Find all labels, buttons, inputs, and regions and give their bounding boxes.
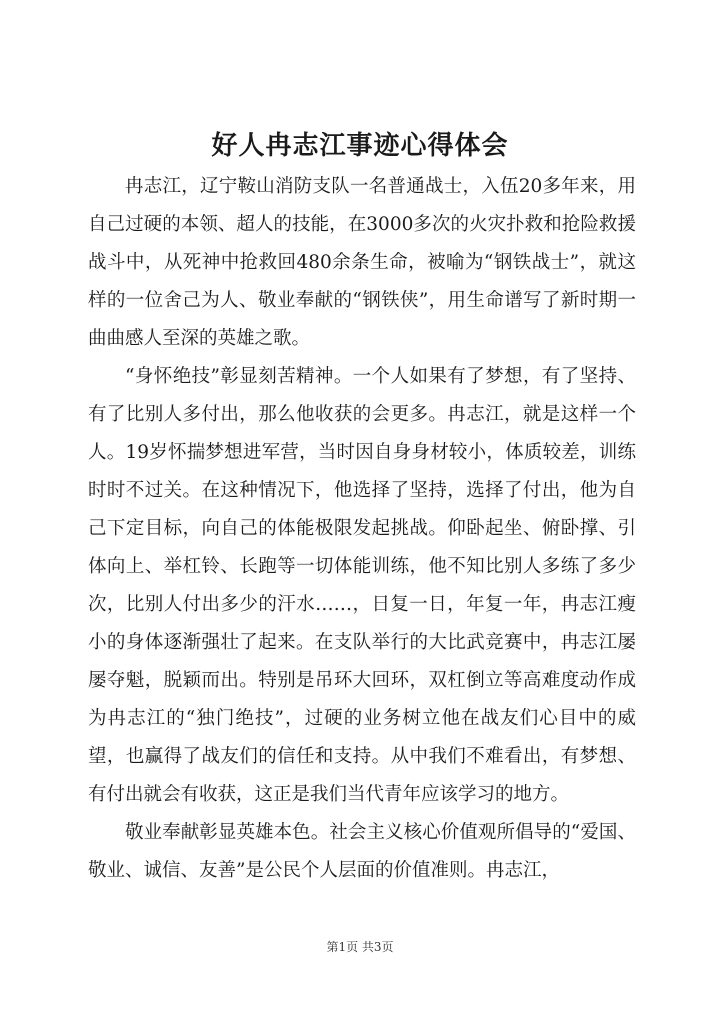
document-body xyxy=(88,168,636,890)
page-number-footer: 第1页 共3页 xyxy=(326,940,394,954)
paragraph-intro: 冉志江，辽宁鞍山消防支队一名普通战士，入伍20多年来，用自己过硬的本领、超人的技能，在3000多次的火灾扑救和抢险救援战斗中，从死神中抢救回480余条生命，被喻为“钢铁战士”，就这样的一位舍己为人、敬业奉献的“钢铁侠”，用生命谱写了新时期一曲曲感人至深的英雄之歌。 xyxy=(88,176,636,349)
paragraph-skills: “身怀绝技”彰显刻苦精神。一个人如果有了梦想，有了坚持、有了比别人多付出，那么他收获的会更多。冉志江，就是这样一个人。19岁怀揣梦想进军营，当时因自身身材较小，体质较差，训练时时不过关。在这种情况下，他选择了坚持，选择了付出，他为自己下定目标，向自己的体能极限发起挑战。仰卧起坐、俯卧撑、引体向上、举杠铃、长跑等一切体能训练，他不知比别人多练了多少次，比别人付出多少的汗水……，日复一日，年复一年，冉志江瘦小的身体逐渐强壮了起来。在支队举行的大比武竞赛中，冉志江屡屡夺魁，脱颖而出。特别是吊环大回环，双杠倒立等高难度动作成为冉志江的“独门绝技”，过硬的业务树立他在战友们心目中的威望，也赢得了战友们的信任和支持。从中我们不难看出，有梦想、有付出就会有收获，这正是我们当代青年应该学习的地方。 xyxy=(88,366,636,805)
page-title: 好人冉志江事迹心得体会 xyxy=(211,131,509,161)
paragraph-dedication: 敬业奉献彰显英雄本色。社会主义核心价值观所倡导的“爱国、敬业、诚信、友善”是公民个人层面的价值准则。冉志江， xyxy=(88,822,636,881)
